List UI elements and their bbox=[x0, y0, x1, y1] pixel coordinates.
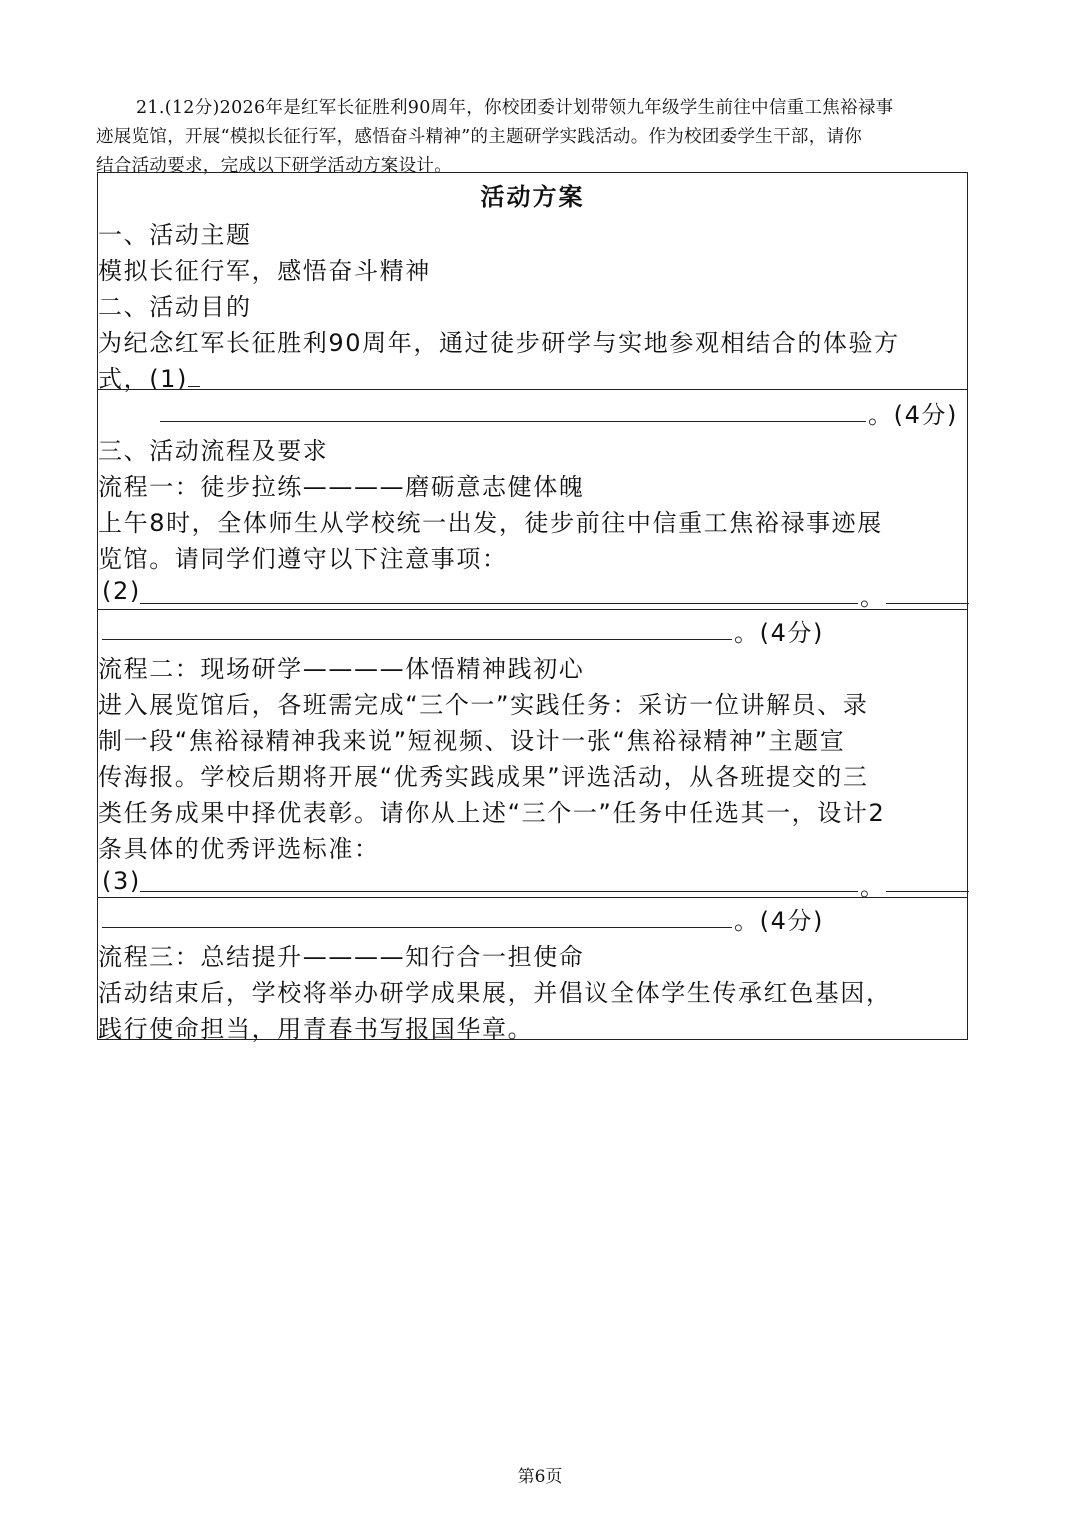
process-2-line-3: 传海报。学校后期将开展“优秀实践成果”评选活动，从各班提交的三 bbox=[98, 763, 869, 791]
table-divider-1 bbox=[98, 389, 967, 390]
section-theme-heading: 一、活动主题 bbox=[98, 221, 252, 249]
question-line-2: 迹展览馆，开展“模拟长征行军，感悟奋斗精神”的主题研学实践活动。作为校团委学生干部，请你 bbox=[96, 127, 863, 147]
answer-1-blank-start[interactable] bbox=[188, 364, 200, 387]
process-1-line-1: 上午8时，全体师生从学校统一出发，徒步前往中信重工焦裕禄事迹展 bbox=[98, 509, 883, 537]
table-divider-3 bbox=[98, 897, 967, 898]
answer-3-blank-3[interactable] bbox=[102, 927, 732, 928]
answer-1-score: 。(4分) bbox=[868, 401, 958, 429]
process-2-line-5: 条具体的优秀评选标准： bbox=[98, 835, 380, 863]
process-3-title: 流程三：总结提升————知行合一担使命 bbox=[98, 943, 585, 971]
section-process-heading: 三、活动流程及要求 bbox=[98, 437, 329, 465]
question-intro bbox=[96, 94, 986, 181]
answer-3-blank-2[interactable] bbox=[886, 891, 969, 892]
page-number: 第6页 bbox=[517, 1467, 563, 1487]
table-divider-2 bbox=[98, 609, 967, 610]
section-purpose-line-1: 为纪念红军长征胜利90周年，通过徒步研学与实地参观相结合的体验方 bbox=[98, 329, 900, 357]
section-theme-content: 模拟长征行军，感悟奋斗精神 bbox=[98, 257, 431, 285]
answer-2-mid: 。 bbox=[860, 583, 886, 611]
question-line-1: 21.(12分)2026年是红军长征胜利90周年，你校团委计划带领九年级学生前往中信重工焦裕禄事 bbox=[136, 98, 894, 118]
answer-3-label: (3) bbox=[102, 867, 141, 895]
answer-3-mid: 。 bbox=[860, 873, 886, 901]
answer-1-blank[interactable] bbox=[160, 421, 866, 422]
process-1-line-2: 览馆。请同学们遵守以下注意事项： bbox=[98, 545, 508, 573]
process-1-title: 流程一：徒步拉练————磨砺意志健体魄 bbox=[98, 473, 585, 501]
activity-plan-table bbox=[97, 172, 968, 1043]
section-purpose-heading: 二、活动目的 bbox=[98, 293, 252, 321]
process-2-line-2: 制一段“焦裕禄精神我来说”短视频、设计一张“焦裕禄精神”主题宣 bbox=[98, 727, 846, 755]
answer-1-label: 式，(1) bbox=[98, 365, 188, 393]
answer-2-score: 。(4分) bbox=[734, 619, 824, 647]
answer-2-label: (2) bbox=[102, 577, 141, 605]
plan-title: 活动方案 bbox=[480, 183, 585, 211]
process-2-line-4: 类任务成果中择优表彰。请你从上述“三个一”任务中任选其一，设计2 bbox=[98, 799, 886, 827]
answer-2-blank-3[interactable] bbox=[102, 639, 732, 640]
question-line-3: 结合活动要求，完成以下研学活动方案设计。 bbox=[96, 156, 452, 176]
process-3-line-1: 活动结束后，学校将举办研学成果展，并倡议全体学生传承红色基因， bbox=[98, 979, 892, 1007]
answer-2-blank-2[interactable] bbox=[886, 603, 969, 604]
process-2-title: 流程二：现场研学————体悟精神践初心 bbox=[98, 655, 585, 683]
process-3-line-2: 践行使命担当，用青春书写报国华章。 bbox=[98, 1015, 534, 1043]
answer-2-blank-1[interactable] bbox=[140, 603, 858, 604]
process-2-line-1: 进入展览馆后，各班需完成“三个一”实践任务：采访一位讲解员、录 bbox=[98, 691, 869, 719]
answer-3-score: 。(4分) bbox=[734, 907, 824, 935]
answer-3-blank-1[interactable] bbox=[140, 891, 858, 892]
